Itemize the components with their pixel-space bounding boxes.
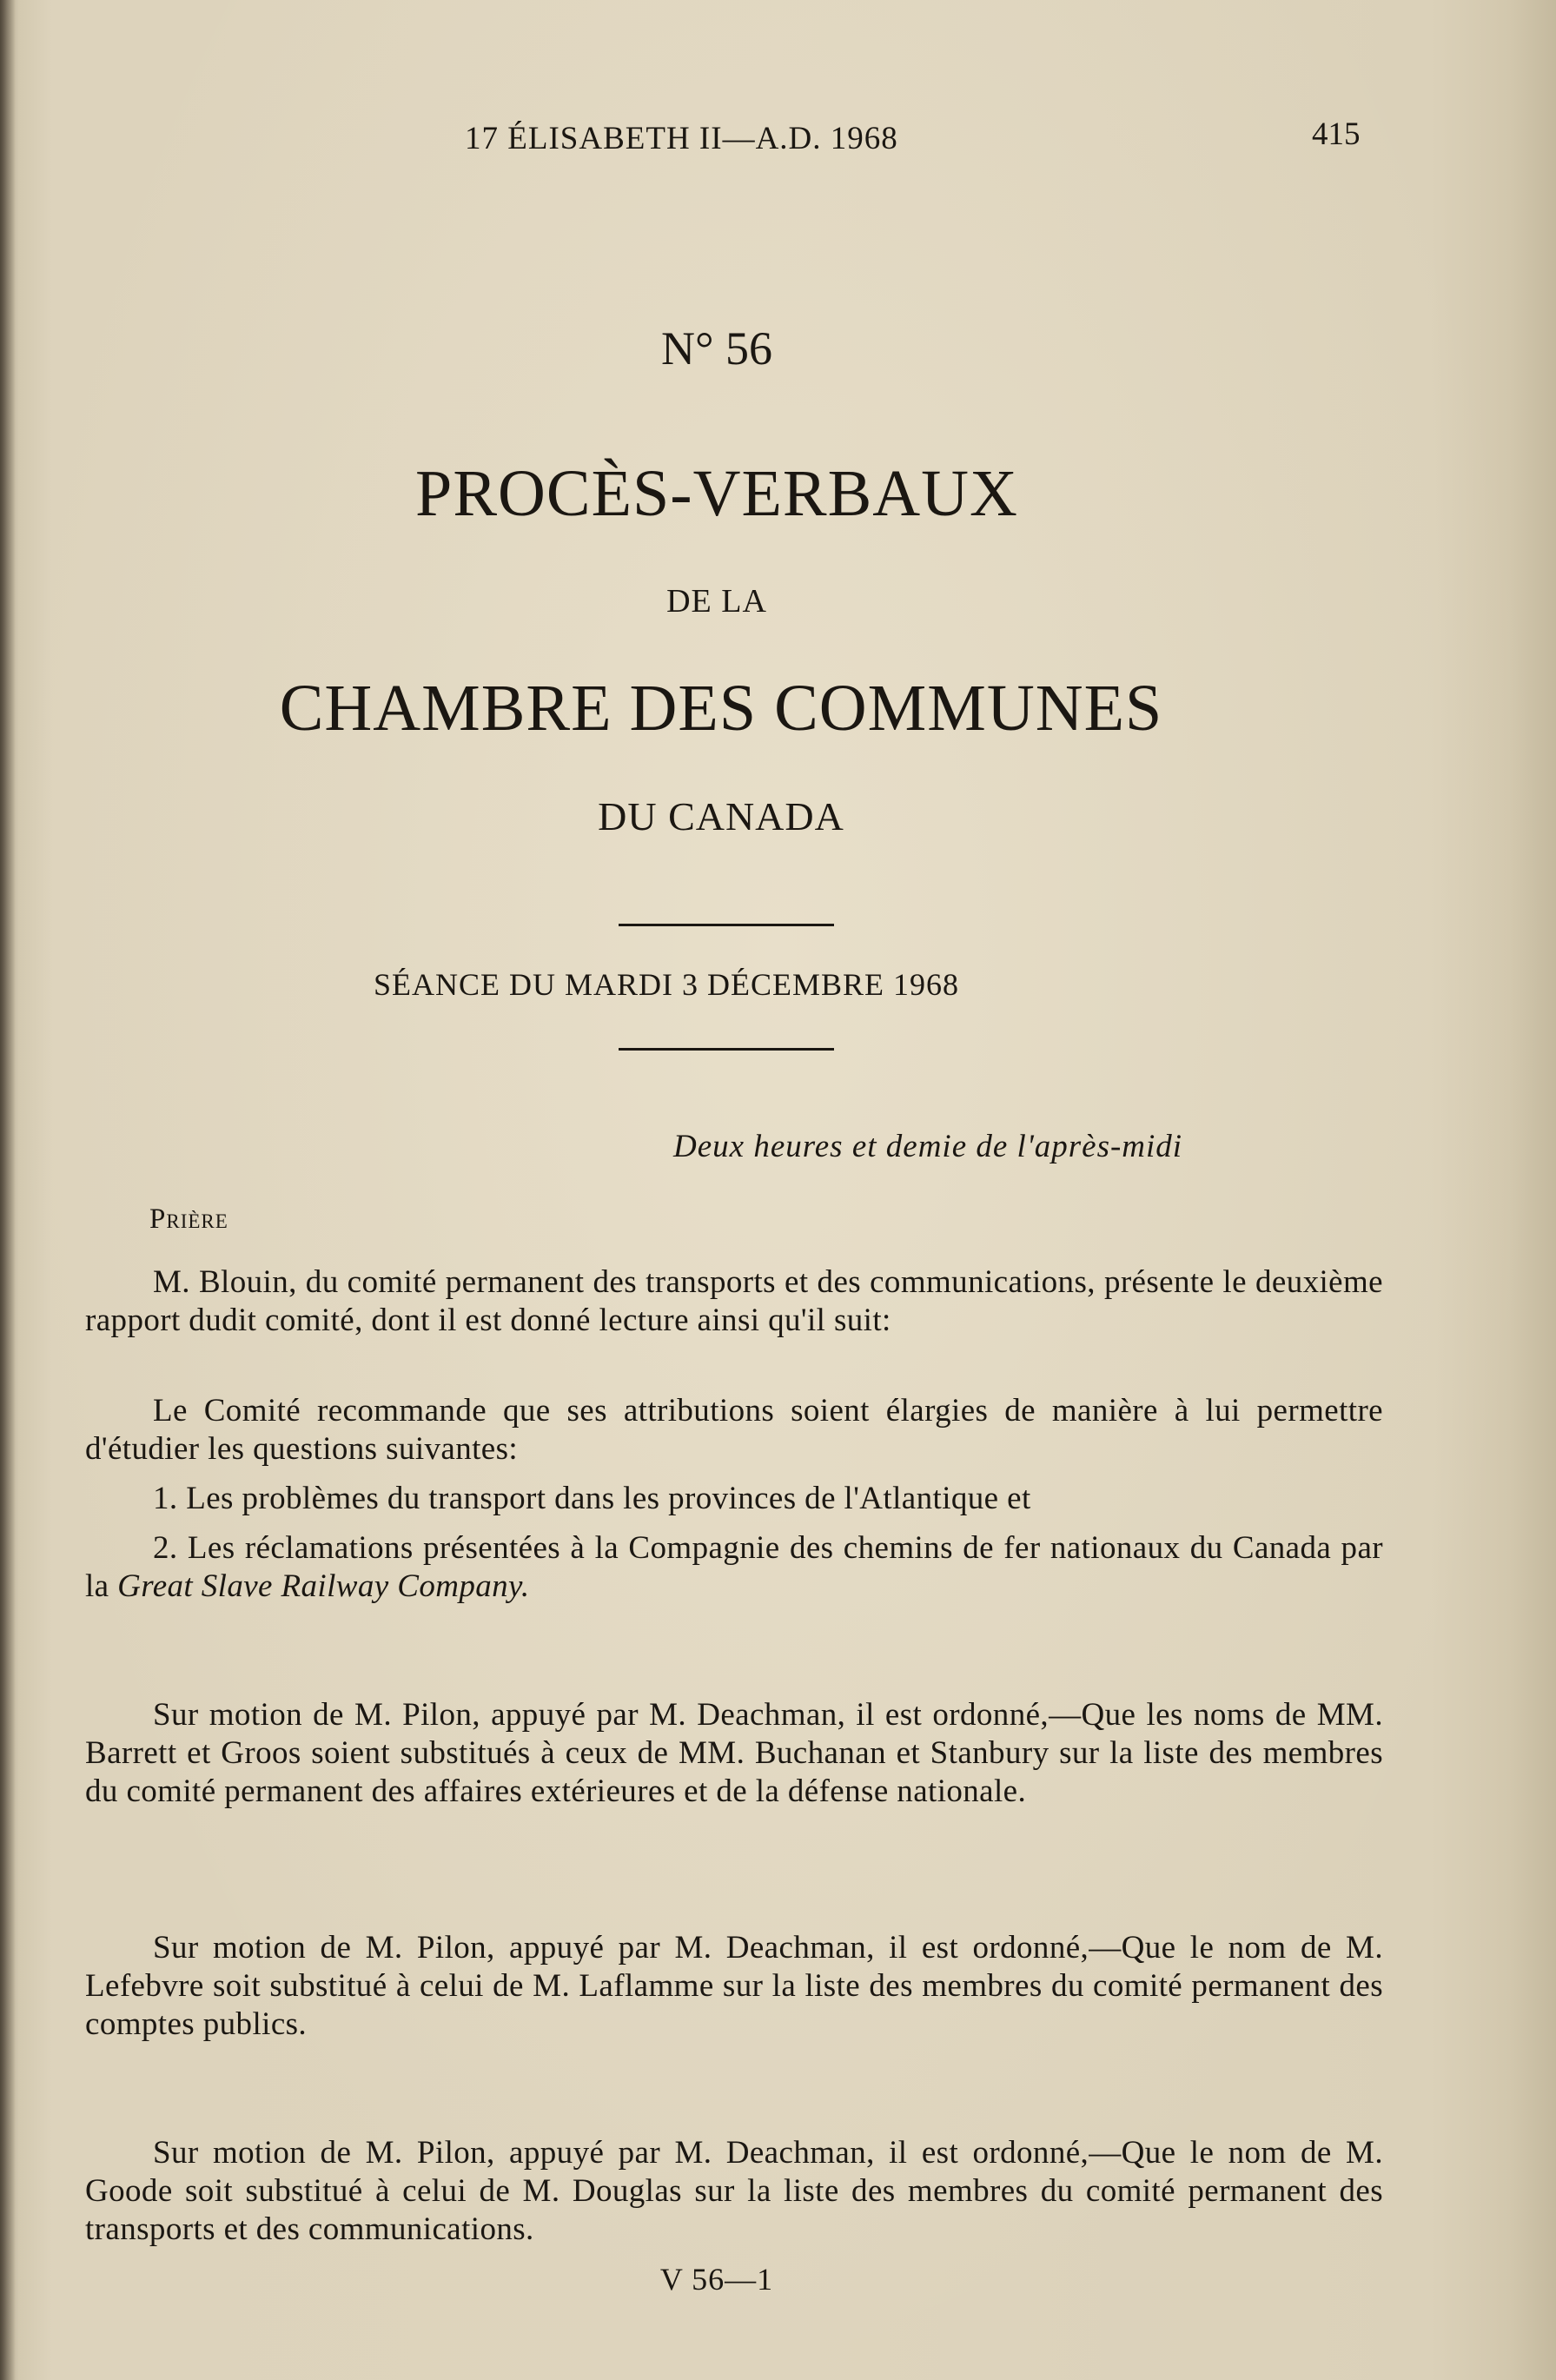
list-item-text: 2. Les réclamations présentées à la Compagnie des chemins de fer nationaux du Canada par la	[85, 1530, 1383, 1604]
divider-rule	[619, 1048, 834, 1051]
paragraph-recommendation: Le Comité recommande que ses attributions soient élargies de manière à lui permettre d'étudier les questions suivantes:	[85, 1393, 1383, 1467]
paragraph-motion: Sur motion de M. Pilon, appuyé par M. Deachman, il est ordonné,—Que les noms de MM. Barrett et Groos soient substitués à ceux de MM. Buchanan et Stanbury sur la liste des membres du comité permanent des affaires extérieures et de la défense nationale.	[85, 1697, 1383, 1809]
paragraph-motion: Sur motion de M. Pilon, appuyé par M. Deachman, il est ordonné,—Que le nom de M. Goode soit substitué à celui de M. Douglas sur la liste des membres du comité permanent des transports et des communications.	[85, 2135, 1383, 2247]
list-item	[85, 1529, 1383, 1606]
company-name: Great Slave Railway Company.	[117, 1568, 530, 1604]
paragraph-report: M. Blouin, du comité permanent des transports et des communications, présente le deuxième rapport dudit comité, dont il est donné lecture ainsi qu'il suit:	[85, 1264, 1383, 1338]
divider-rule	[619, 924, 834, 926]
signature-mark: V 56—1	[659, 2262, 774, 2297]
title-connector: DE LA	[666, 583, 767, 620]
document-title: PROCÈS-VERBAUX	[415, 457, 1018, 530]
list-item: 1. Les problèmes du transport dans les provinces de l'Atlantique et	[153, 1481, 1031, 1516]
sitting-date: SÉANCE DU MARDI 3 DÉCEMBRE 1968	[374, 967, 960, 1002]
body-name: CHAMBRE DES COMMUNES	[279, 672, 1163, 745]
country-name: DU CANADA	[598, 794, 844, 839]
issue-number: N° 56	[660, 322, 773, 375]
page-number: 415	[1312, 116, 1361, 152]
running-head: 17 ÉLISABETH II—A.D. 1968	[465, 121, 898, 156]
prayer-heading: Prière	[149, 1203, 228, 1235]
sitting-time: Deux heures et demie de l'après-midi	[673, 1129, 1183, 1164]
paragraph-motion: Sur motion de M. Pilon, appuyé par M. Deachman, il est ordonné,—Que le nom de M. Lefebvre soit substitué à celui de M. Laflamme sur la liste des membres du comité permanent des comptes publics.	[85, 1930, 1383, 2042]
